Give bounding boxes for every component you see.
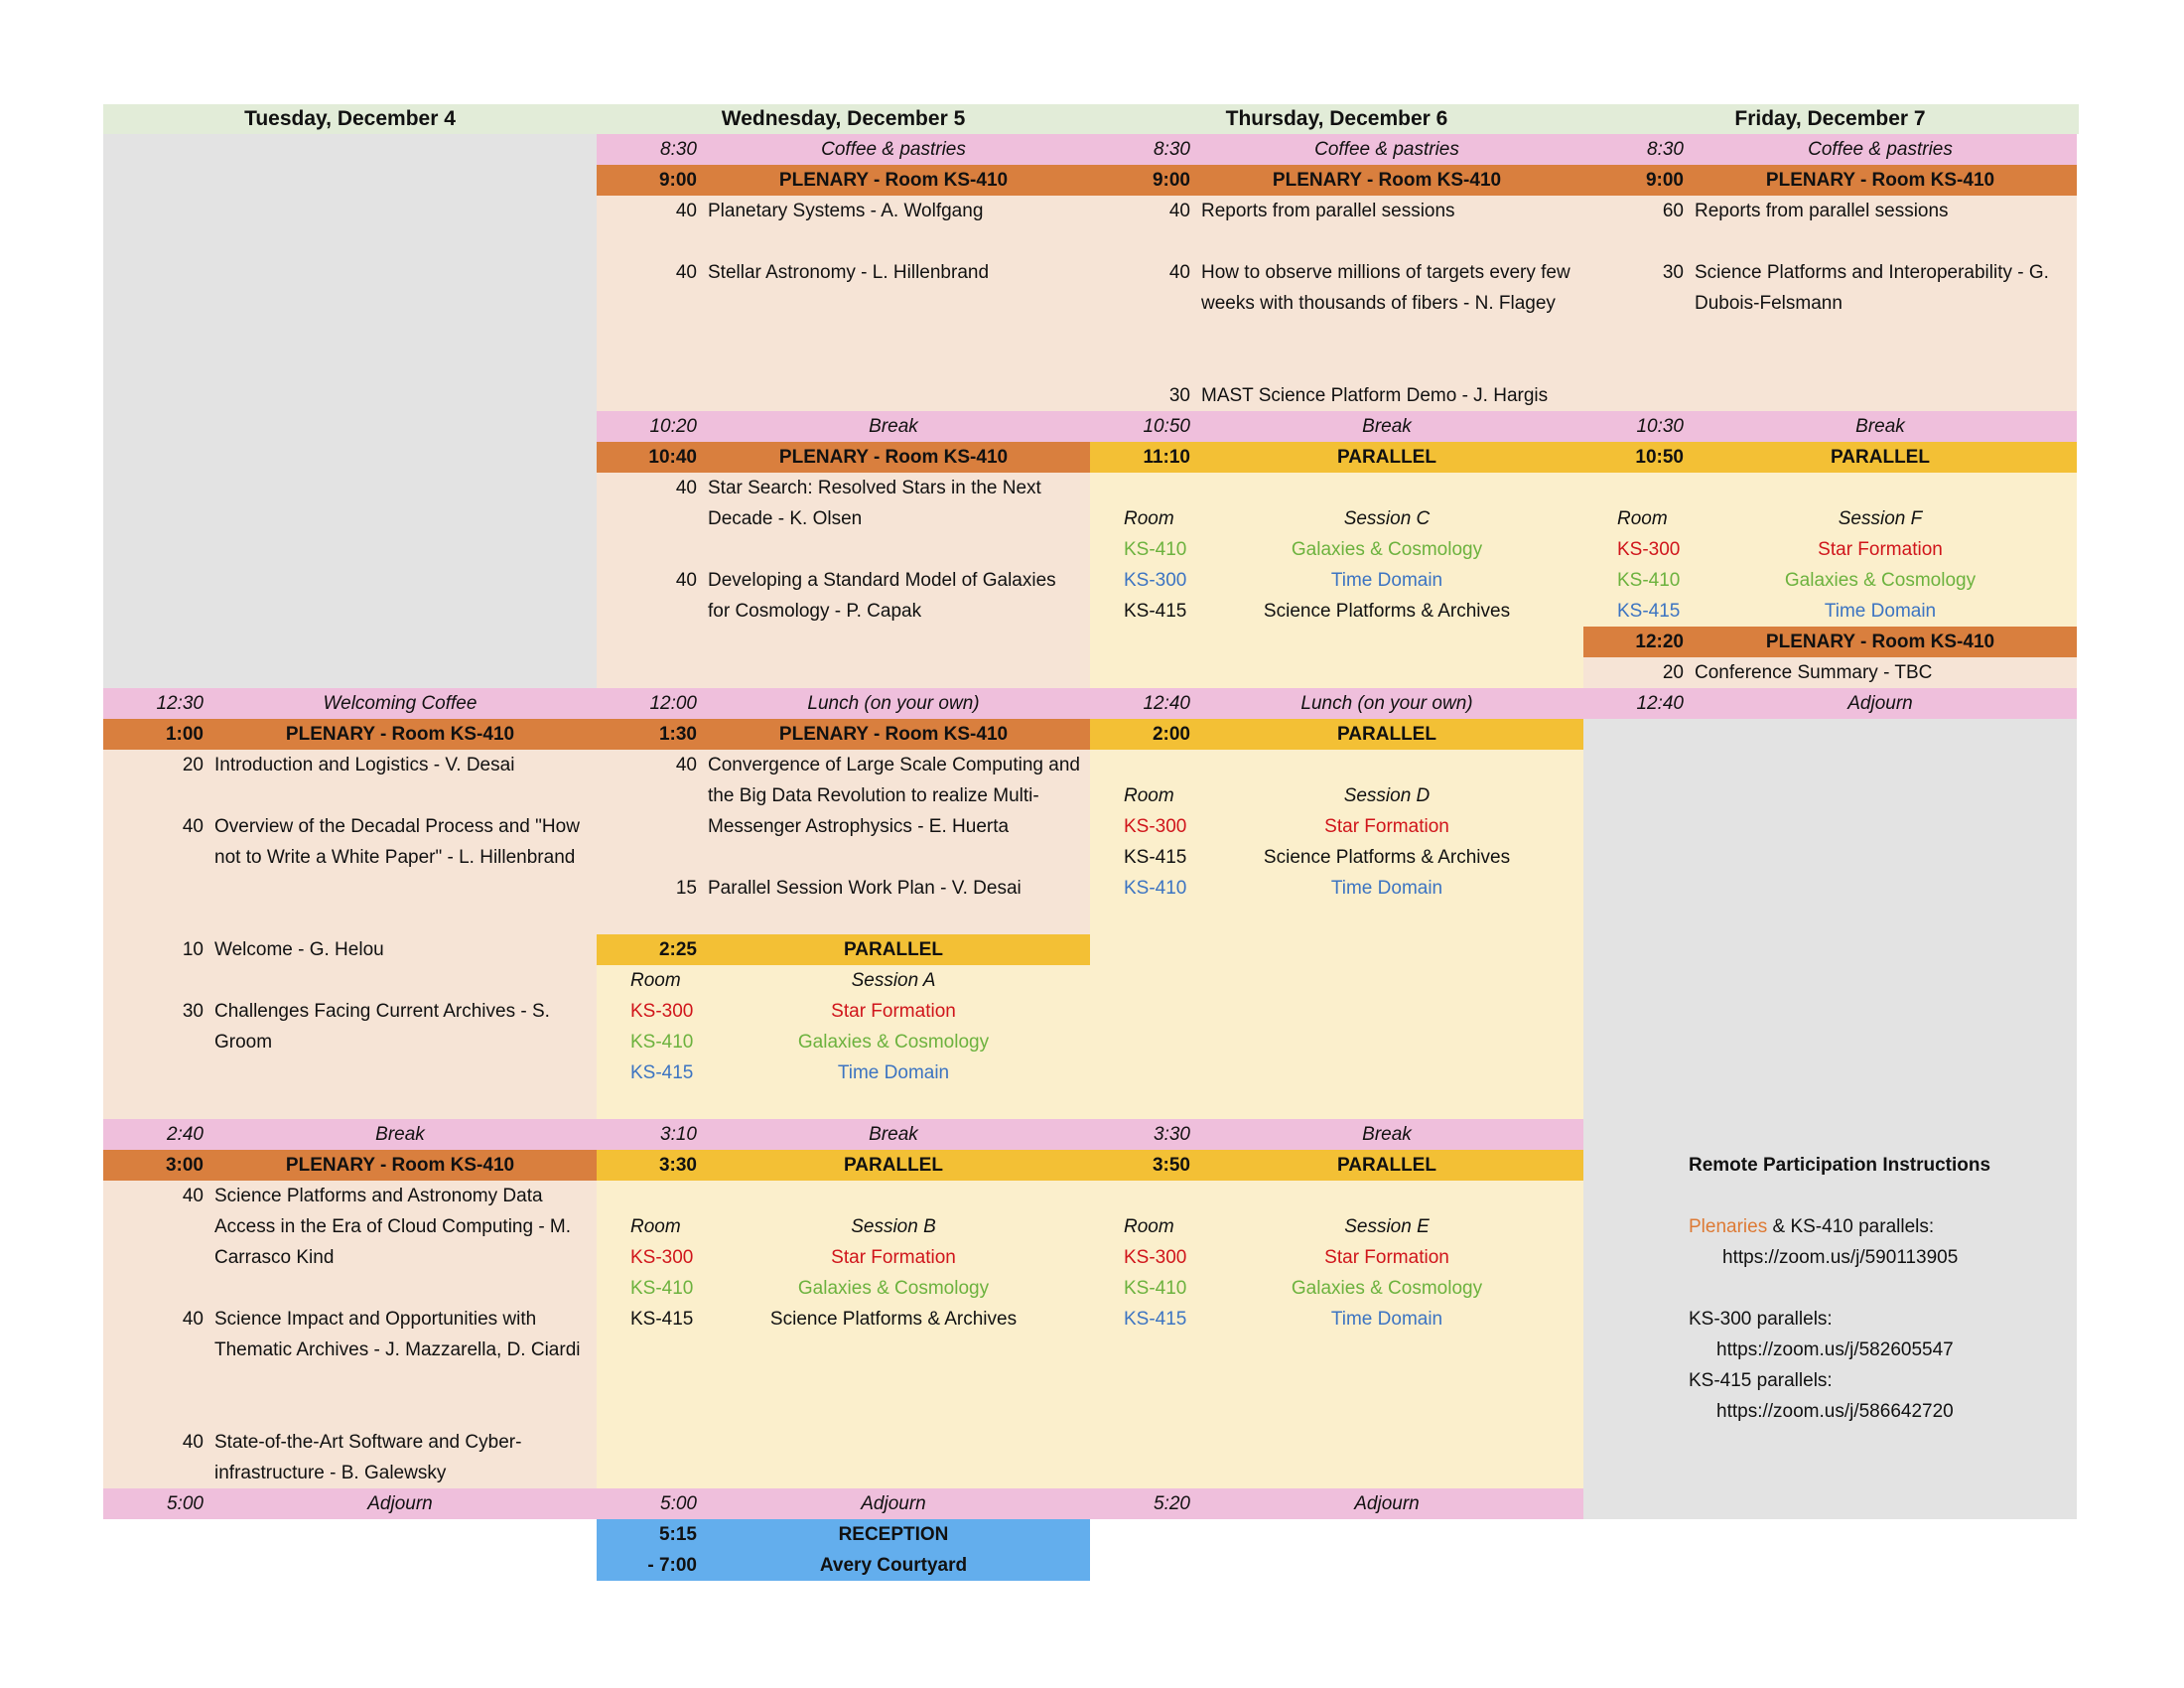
topic: Star Formation [831, 1247, 956, 1268]
room: KS-410 [1617, 570, 1681, 591]
tuesday-plenary-1-row [103, 719, 597, 750]
session-name: Session C [1343, 508, 1431, 529]
time: 9:00 [1645, 170, 1684, 191]
session-header [1090, 1211, 1583, 1242]
session-row [597, 1057, 1090, 1088]
friday-adjourn-row [1583, 688, 2077, 719]
talk-title: Conference Summary - TBC [1695, 662, 1933, 683]
room-header: Room [1124, 508, 1174, 529]
wednesday-adjourn-row [597, 1488, 1090, 1519]
wednesday-parallel-a-row [597, 934, 1090, 965]
room: KS-415 [630, 1062, 694, 1083]
talk-title: Convergence of Large Scale Computing and the Big Data Revolution to realize Multi-Messenger Astrophysics - E. Huerta [708, 755, 1080, 837]
session-header [1090, 780, 1583, 811]
talk-minutes: 20 [182, 755, 204, 775]
session-name: Session B [851, 1216, 936, 1237]
session-name: Session D [1343, 785, 1431, 806]
session-row [1583, 565, 2077, 596]
wednesday-plenary-1-row [597, 165, 1090, 196]
session-row [1583, 534, 2077, 565]
talk-title: Reports from parallel sessions [1695, 201, 1949, 221]
wednesday-parallel-b-row [597, 1150, 1090, 1181]
schedule-sheet [103, 104, 2079, 1576]
room-header: Room [1124, 785, 1174, 806]
session-row [1090, 1304, 1583, 1335]
wednesday-reception-row-2 [597, 1550, 1090, 1581]
label: PARALLEL [1337, 447, 1436, 468]
room: KS-300 [1124, 1247, 1187, 1268]
label: PLENARY - Room KS-410 [285, 1155, 515, 1176]
room: KS-300 [1124, 816, 1187, 837]
tuesday-plenary-2-row [103, 1150, 597, 1181]
time: 1:30 [658, 724, 697, 745]
talk-minutes: 40 [675, 478, 697, 498]
talk-minutes: 15 [675, 878, 697, 899]
room: KS-300 [1124, 570, 1187, 591]
talk-minutes: 40 [675, 201, 697, 221]
label: Adjourn [1354, 1493, 1420, 1514]
topic: Science Platforms & Archives [769, 1309, 1018, 1330]
session-name: Session F [1838, 508, 1923, 529]
ks410-label: & KS-410 parallels: [1772, 1216, 1935, 1237]
thursday-parallel-d-row [1090, 719, 1583, 750]
friday-plenary-1-talks [1583, 196, 2077, 411]
room: KS-410 [1124, 878, 1187, 899]
plenaries-label: Plenaries [1689, 1216, 1768, 1237]
talk-title: Star Search: Resolved Stars in the Next Decade - K. Olsen [708, 478, 1041, 529]
label: PLENARY - Room KS-410 [778, 170, 1009, 191]
time: 3:30 [1154, 1124, 1190, 1145]
time: 5:00 [167, 1493, 204, 1514]
tuesday-adjourn-row [103, 1488, 597, 1519]
session-row [597, 1027, 1090, 1057]
label: Avery Courtyard [819, 1555, 968, 1576]
room: KS-300 [1617, 539, 1681, 560]
talk-minutes: 30 [182, 1001, 204, 1022]
time: 3:10 [660, 1124, 697, 1145]
talk-minutes: 40 [675, 570, 697, 591]
room: KS-300 [630, 1001, 694, 1022]
room: KS-415 [1124, 1309, 1187, 1330]
label: Break [869, 1124, 918, 1145]
label: PLENARY - Room KS-410 [1765, 632, 1995, 652]
talk-title: Overview of the Decadal Process and "How not to Write a White Paper" - L. Hillenbrand [214, 816, 580, 868]
ks415-zoom-link[interactable]: https://zoom.us/j/586642720 [1716, 1401, 1954, 1422]
tuesday-break-row [103, 1119, 597, 1150]
talk-title: Reports from parallel sessions [1201, 201, 1455, 221]
session-header [1583, 503, 2077, 534]
time: 5:15 [658, 1524, 697, 1545]
label: PLENARY - Room KS-410 [285, 724, 515, 745]
friday-parallel-f-row [1583, 442, 2077, 473]
label: Break [1855, 416, 1905, 437]
friday-plenary-2-talks [1583, 657, 2077, 688]
room-header: Room [630, 1216, 681, 1237]
talk-title: Science Impact and Opportunities with Thematic Archives - J. Mazzarella, D. Ciardi [214, 1309, 581, 1360]
talk-title: Challenges Facing Current Archives - S. Groom [214, 1001, 550, 1053]
time: 10:50 [1143, 416, 1190, 437]
talk-title: MAST Science Platform Demo - J. Hargis [1201, 385, 1549, 406]
label: Break [1362, 416, 1412, 437]
label: PLENARY - Room KS-410 [778, 447, 1009, 468]
session-row [1090, 811, 1583, 842]
room: KS-410 [1124, 1278, 1187, 1299]
label: Coffee & pastries [1808, 139, 1953, 160]
talk-title: How to observe millions of targets every few weeks with thousands of fibers - N. Flagey [1201, 262, 1570, 314]
wednesday-plenary-3-row [597, 719, 1090, 750]
time: 12:40 [1143, 693, 1190, 714]
session-row [597, 1273, 1090, 1304]
session-name: Session A [851, 970, 936, 991]
label: Adjourn [1847, 693, 1913, 714]
talk-minutes: 40 [675, 262, 697, 283]
label: PLENARY - Room KS-410 [1272, 170, 1502, 191]
thursday-plenary-1-row [1090, 165, 1583, 196]
tuesday-plenary-2-talks [103, 1181, 597, 1488]
topic: Science Platforms & Archives [1263, 601, 1511, 622]
label: PARALLEL [844, 939, 943, 960]
time: 2:25 [658, 939, 697, 960]
label: PARALLEL [1831, 447, 1930, 468]
wednesday-plenary-1-talks [597, 196, 1090, 411]
session-row [1090, 565, 1583, 596]
thursday-adjourn-row [1090, 1488, 1583, 1519]
topic: Star Formation [831, 1001, 956, 1022]
session-row [1090, 873, 1583, 904]
time: 9:00 [658, 170, 697, 191]
wednesday-lunch-row [597, 688, 1090, 719]
thursday-lunch-row [1090, 688, 1583, 719]
talk-title: State-of-the-Art Software and Cyber-infrastructure - B. Galewsky [214, 1432, 522, 1483]
day-header-wednesday: Wednesday, December 5 [721, 107, 966, 130]
talk-minutes: 20 [1662, 662, 1684, 683]
talk-minutes: 40 [182, 1432, 204, 1453]
label: PLENARY - Room KS-410 [1765, 170, 1995, 191]
friday-coffee-row [1583, 134, 2077, 165]
friday-break-row [1583, 411, 2077, 442]
talk-minutes: 40 [675, 755, 697, 775]
label: Lunch (on your own) [807, 693, 980, 714]
topic: Galaxies & Cosmology [1291, 1278, 1483, 1299]
time: 5:20 [1154, 1493, 1190, 1514]
topic: Star Formation [1324, 816, 1449, 837]
thursday-session-e [1090, 1181, 1583, 1488]
talk-minutes: 30 [1662, 262, 1684, 283]
time: 1:00 [165, 724, 204, 745]
topic: Galaxies & Cosmology [797, 1278, 990, 1299]
thursday-parallel-c-row [1090, 442, 1583, 473]
label: Welcoming Coffee [323, 693, 478, 714]
session-header [1090, 503, 1583, 534]
room: KS-410 [630, 1032, 694, 1053]
room: KS-415 [1124, 601, 1187, 622]
talk-title: Parallel Session Work Plan - V. Desai [708, 878, 1022, 899]
day-header-thursday: Thursday, December 6 [1225, 107, 1448, 130]
topic: Galaxies & Cosmology [1784, 570, 1977, 591]
room: KS-300 [630, 1247, 694, 1268]
label: Coffee & pastries [1314, 139, 1459, 160]
time: 10:30 [1636, 416, 1684, 437]
time: 12:20 [1635, 632, 1684, 652]
room: KS-415 [1124, 847, 1187, 868]
topic: Time Domain [1330, 1309, 1443, 1330]
label: PARALLEL [1337, 724, 1436, 745]
time: 2:40 [167, 1124, 204, 1145]
time: 3:00 [165, 1155, 204, 1176]
label: Coffee & pastries [821, 139, 966, 160]
time: 10:20 [649, 416, 697, 437]
session-row [1090, 842, 1583, 873]
topic: Science Platforms & Archives [1263, 847, 1511, 868]
time: 11:10 [1143, 447, 1190, 468]
time: 3:30 [658, 1155, 697, 1176]
tuesday-plenary-1-talks [103, 750, 597, 1119]
topic: Star Formation [1324, 1247, 1449, 1268]
talk-minutes: 10 [182, 939, 204, 960]
room: KS-415 [630, 1309, 694, 1330]
talk-title: Developing a Standard Model of Galaxies for Cosmology - P. Capak [708, 570, 1056, 622]
talk-minutes: 40 [182, 1186, 204, 1206]
talk-title: Science Platforms and Astronomy Data Access in the Era of Cloud Computing - M. Carrasco Kind [214, 1186, 572, 1268]
room-header: Room [630, 970, 681, 991]
talk-title: Introduction and Logistics - V. Desai [214, 755, 515, 775]
talk-title: Planetary Systems - A. Wolfgang [708, 201, 984, 221]
wednesday-reception-row-1 [597, 1519, 1090, 1550]
thursday-session-d [1090, 750, 1583, 1119]
friday-session-f [1583, 473, 2077, 627]
wednesday-break-2-row [597, 1119, 1090, 1150]
day-header-friday: Friday, December 7 [1734, 107, 1926, 130]
session-row [597, 996, 1090, 1027]
time: 8:30 [1647, 139, 1684, 160]
wednesday-plenary-3-talks [597, 750, 1090, 934]
room: KS-410 [1124, 539, 1187, 560]
ks415-label: KS-415 parallels: [1689, 1370, 1833, 1391]
time: 10:50 [1635, 447, 1684, 468]
time: 12:40 [1636, 693, 1684, 714]
session-row [1090, 1242, 1583, 1273]
talk-title: Stellar Astronomy - L. Hillenbrand [708, 262, 990, 283]
wednesday-plenary-2-row [597, 442, 1090, 473]
label: PARALLEL [1337, 1155, 1436, 1176]
label: Break [375, 1124, 425, 1145]
room: KS-415 [1617, 601, 1681, 622]
friday-plenary-2-row [1583, 627, 2077, 657]
topic: Galaxies & Cosmology [1291, 539, 1483, 560]
time: 3:50 [1152, 1155, 1190, 1176]
room: KS-410 [630, 1278, 694, 1299]
wednesday-coffee-row [597, 134, 1090, 165]
remote-ks410-line [1689, 1211, 1934, 1242]
label: Adjourn [367, 1493, 433, 1514]
time: - 7:00 [647, 1555, 697, 1576]
label: Adjourn [861, 1493, 926, 1514]
thursday-break-1-row [1090, 411, 1583, 442]
ks300-label: KS-300 parallels: [1689, 1309, 1833, 1330]
label: PLENARY - Room KS-410 [778, 724, 1009, 745]
label: Break [1362, 1124, 1412, 1145]
topic: Star Formation [1818, 539, 1943, 560]
label: PARALLEL [844, 1155, 943, 1176]
topic: Time Domain [837, 1062, 950, 1083]
thursday-coffee-row [1090, 134, 1583, 165]
talk-minutes: 30 [1168, 385, 1190, 406]
talk-minutes: 60 [1662, 201, 1684, 221]
time: 9:00 [1152, 170, 1190, 191]
topic: Time Domain [1330, 878, 1443, 899]
talk-minutes: 40 [182, 816, 204, 837]
session-row [1090, 1273, 1583, 1304]
ks300-zoom-link[interactable]: https://zoom.us/j/582605547 [1716, 1339, 1954, 1360]
time: 5:00 [660, 1493, 697, 1514]
session-row [597, 1242, 1090, 1273]
time: 8:30 [1154, 139, 1190, 160]
room-header: Room [1617, 508, 1668, 529]
session-header [597, 965, 1090, 996]
room-header: Room [1124, 1216, 1174, 1237]
time: 12:30 [156, 693, 204, 714]
time: 8:30 [660, 139, 697, 160]
talk-minutes: 40 [1168, 201, 1190, 221]
topic: Galaxies & Cosmology [797, 1032, 990, 1053]
talk-minutes: 40 [1168, 262, 1190, 283]
session-row [1090, 596, 1583, 627]
session-header [597, 1211, 1090, 1242]
label: Lunch (on your own) [1300, 693, 1473, 714]
remote-participation-panel [1583, 719, 2077, 1519]
time: 12:00 [649, 693, 697, 714]
session-row [1090, 534, 1583, 565]
wednesday-plenary-2-talks [597, 473, 1090, 688]
label: Break [869, 416, 918, 437]
topic: Time Domain [1330, 570, 1443, 591]
session-row [597, 1304, 1090, 1335]
thursday-break-2-row [1090, 1119, 1583, 1150]
tuesday-empty-morning [103, 134, 597, 688]
session-name: Session E [1344, 1216, 1430, 1237]
thursday-session-c [1090, 473, 1583, 688]
remote-title: Remote Participation Instructions [1689, 1155, 1991, 1176]
time: 2:00 [1152, 724, 1190, 745]
ks410-zoom-link[interactable]: https://zoom.us/j/590113905 [1722, 1247, 1959, 1268]
time: 10:40 [648, 447, 697, 468]
topic: Time Domain [1824, 601, 1937, 622]
talk-minutes: 40 [182, 1309, 204, 1330]
label: RECEPTION [838, 1524, 949, 1545]
day-header-tuesday: Tuesday, December 4 [244, 107, 456, 130]
friday-plenary-1-row [1583, 165, 2077, 196]
wednesday-break-1-row [597, 411, 1090, 442]
thursday-plenary-1-talks [1090, 196, 1583, 411]
tuesday-welcome-row [103, 688, 597, 719]
wednesday-session-a [597, 965, 1090, 1119]
talk-title: Welcome - G. Helou [214, 939, 384, 960]
session-row [1583, 596, 2077, 627]
talk-title: Science Platforms and Interoperability - G. Dubois-Felsmann [1695, 262, 2049, 314]
thursday-parallel-e-row [1090, 1150, 1583, 1181]
wednesday-session-b [597, 1181, 1090, 1488]
